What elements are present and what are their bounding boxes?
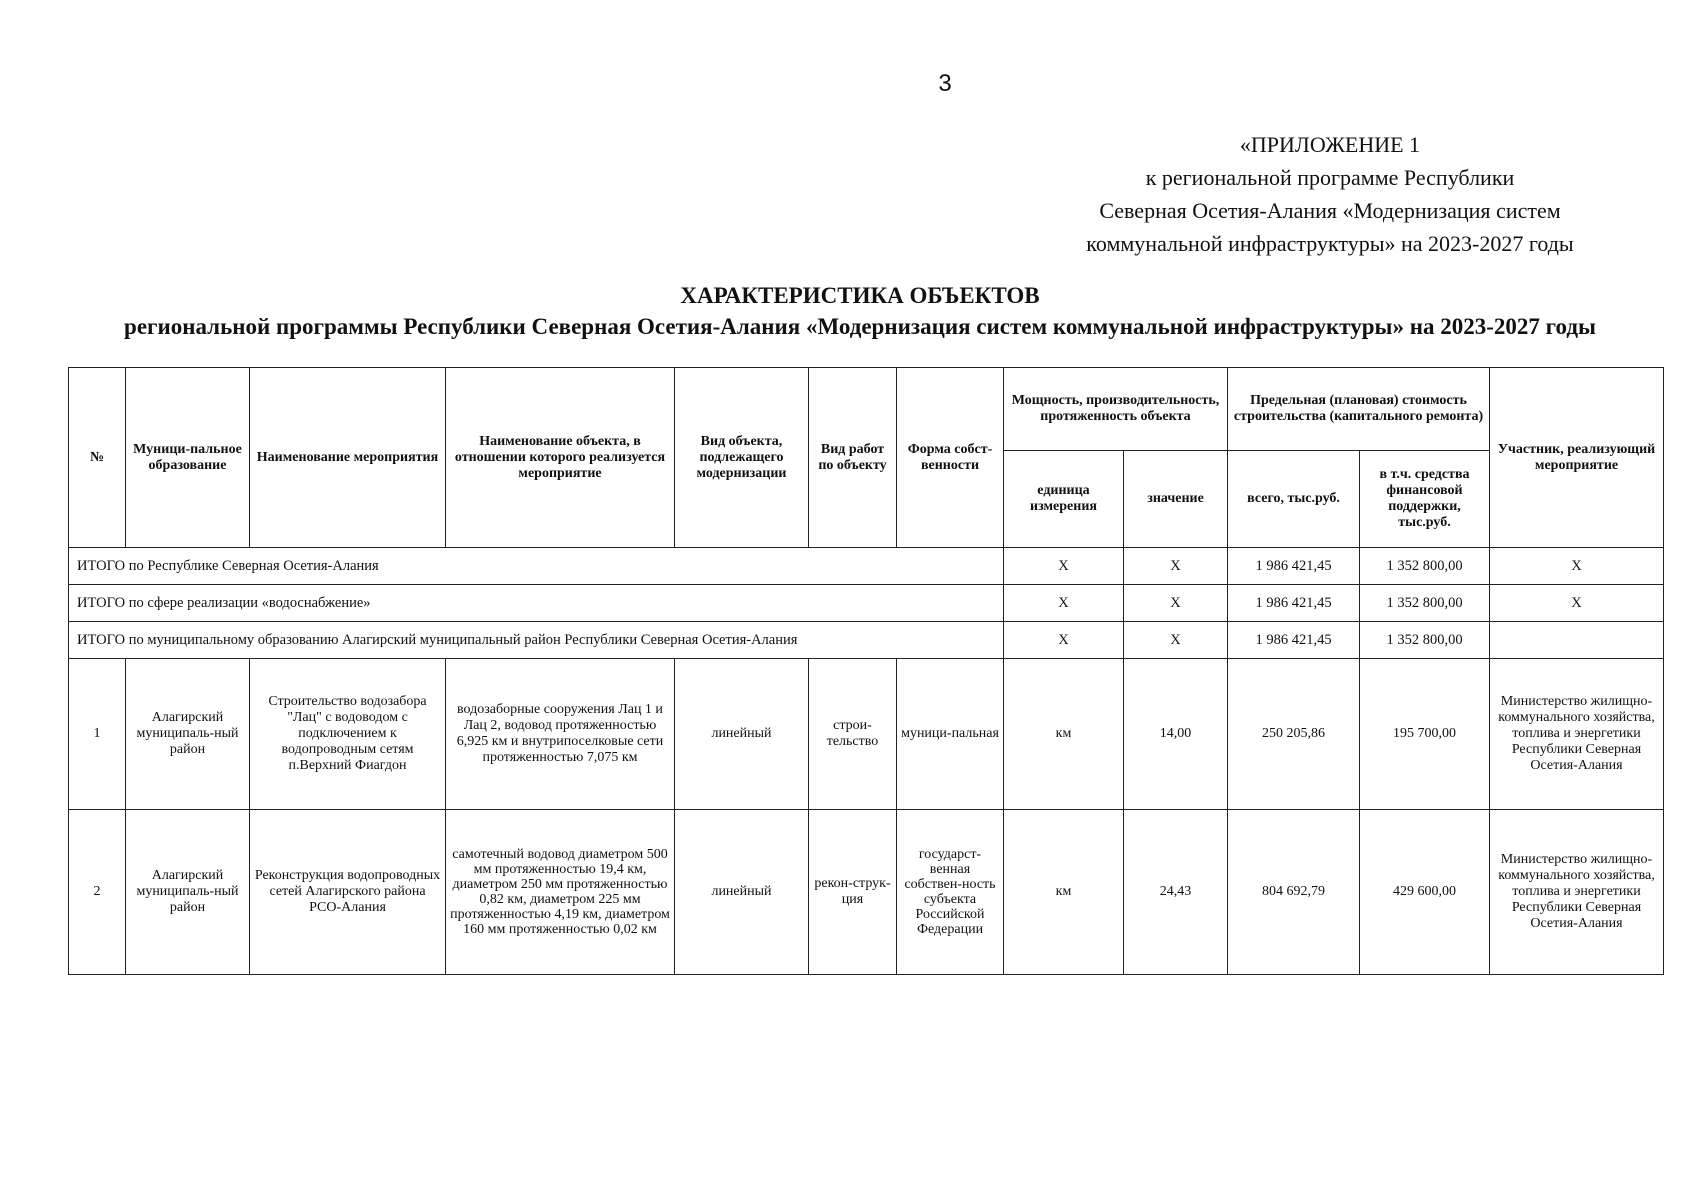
- row-unit: км: [1004, 659, 1124, 810]
- header-work-type: Вид работ по объекту: [809, 368, 897, 548]
- header-cost-support: в т.ч. средства финансовой поддержки, тыс.руб.: [1360, 451, 1490, 548]
- row-municipality: Алагирский муниципаль-ный район: [126, 810, 250, 975]
- document-title: [60, 280, 1660, 342]
- row-cost-support: 195 700,00: [1360, 659, 1490, 810]
- row-cost-support: 429 600,00: [1360, 810, 1490, 975]
- total-label: ИТОГО по Республике Северная Осетия-Алания: [69, 548, 1004, 585]
- header-ownership: Форма собст-венности: [897, 368, 1004, 548]
- total-cost: 1 986 421,45: [1228, 585, 1360, 622]
- appendix-note: [1030, 128, 1630, 260]
- row-value: 14,00: [1124, 659, 1228, 810]
- total-unit: X: [1004, 548, 1124, 585]
- total-value: X: [1124, 585, 1228, 622]
- header-row: [69, 368, 1664, 451]
- header-capacity: Мощность, производительность, протяженность объекта: [1004, 368, 1228, 451]
- appendix-line: к региональной программе Республики: [1145, 165, 1515, 190]
- table-row: [69, 659, 1664, 810]
- total-participant: [1490, 622, 1664, 659]
- total-value: X: [1124, 622, 1228, 659]
- total-support: 1 352 800,00: [1360, 622, 1490, 659]
- row-ownership: государст-венная собствен-ность субъекта Российской Федерации: [897, 810, 1004, 975]
- total-row: [69, 622, 1664, 659]
- row-num: 2: [69, 810, 126, 975]
- row-participant: Министерство жилищно-коммунального хозяйства, топлива и энергетики Республики Северная Осетия-Алания: [1490, 659, 1664, 810]
- total-participant: X: [1490, 585, 1664, 622]
- title-main: ХАРАКТЕРИСТИКА ОБЪЕКТОВ: [680, 283, 1040, 308]
- header-object-name: Наименование объекта, в отношении которого реализуется мероприятие: [446, 368, 675, 548]
- row-work-type: строи-тельство: [809, 659, 897, 810]
- row-ownership: муници-пальная: [897, 659, 1004, 810]
- appendix-line: Северная Осетия-Алания «Модернизация систем: [1099, 198, 1561, 223]
- total-value: X: [1124, 548, 1228, 585]
- row-participant: Министерство жилищно-коммунального хозяйства, топлива и энергетики Республики Северная Осетия-Алания: [1490, 810, 1664, 975]
- row-object-type: линейный: [675, 659, 809, 810]
- title-subtitle: региональной программы Республики Северная Осетия-Алания «Модернизация систем коммунальной инфраструктуры» на 2023-2027 годы: [124, 314, 1596, 339]
- total-unit: X: [1004, 585, 1124, 622]
- total-participant: X: [1490, 548, 1664, 585]
- total-cost: 1 986 421,45: [1228, 622, 1360, 659]
- header-municipality: Муници-пальное образование: [126, 368, 250, 548]
- header-cost-total: всего, тыс.руб.: [1228, 451, 1360, 548]
- total-support: 1 352 800,00: [1360, 548, 1490, 585]
- header-num: №: [69, 368, 126, 548]
- row-object-type: линейный: [675, 810, 809, 975]
- page-number: 3: [938, 70, 952, 97]
- row-work-type: рекон-струк-ция: [809, 810, 897, 975]
- header-capacity-value: значение: [1124, 451, 1228, 548]
- row-municipality: Алагирский муниципаль-ный район: [126, 659, 250, 810]
- row-object-name: самотечный водовод диаметром 500 мм протяженностью 19,4 км, диаметром 250 мм протяженностью 0,82 км, диаметром 225 мм протяженностью 4,19 км, диаметром 160 мм протяженностью 0,02 км: [446, 810, 675, 975]
- row-cost-total: 250 205,86: [1228, 659, 1360, 810]
- appendix-line: коммунальной инфраструктуры» на 2023-2027 годы: [1086, 231, 1574, 256]
- row-object-name: водозаборные сооружения Лац 1 и Лац 2, водовод протяженностью 6,925 км и внутрипоселковые сети протяженностью 7,075 км: [446, 659, 675, 810]
- appendix-line: «ПРИЛОЖЕНИЕ 1: [1239, 132, 1421, 157]
- row-measure: Реконструкция водопроводных сетей Алагирского района РСО-Алания: [250, 810, 446, 975]
- header-capacity-unit: единица измерения: [1004, 451, 1124, 548]
- row-cost-total: 804 692,79: [1228, 810, 1360, 975]
- total-support: 1 352 800,00: [1360, 585, 1490, 622]
- objects-table: [68, 367, 1664, 975]
- row-num: 1: [69, 659, 126, 810]
- header-participant: Участник, реализующий мероприятие: [1490, 368, 1664, 548]
- total-unit: X: [1004, 622, 1124, 659]
- table-row: [69, 810, 1664, 975]
- header-cost: Предельная (плановая) стоимость строительства (капитального ремонта): [1228, 368, 1490, 451]
- row-unit: км: [1004, 810, 1124, 975]
- total-row: [69, 585, 1664, 622]
- total-label: ИТОГО по сфере реализации «водоснабжение»: [69, 585, 1004, 622]
- total-cost: 1 986 421,45: [1228, 548, 1360, 585]
- row-measure: Строительство водозабора "Лац" с водоводом с подключением к водопроводным сетям п.Верхний Фиагдон: [250, 659, 446, 810]
- row-value: 24,43: [1124, 810, 1228, 975]
- header-object-type: Вид объекта, подлежащего модернизации: [675, 368, 809, 548]
- total-label: ИТОГО по муниципальному образованию Алагирский муниципальный район Республики Северная Осетия-Алания: [69, 622, 1004, 659]
- total-row: [69, 548, 1664, 585]
- header-measure: Наименование мероприятия: [250, 368, 446, 548]
